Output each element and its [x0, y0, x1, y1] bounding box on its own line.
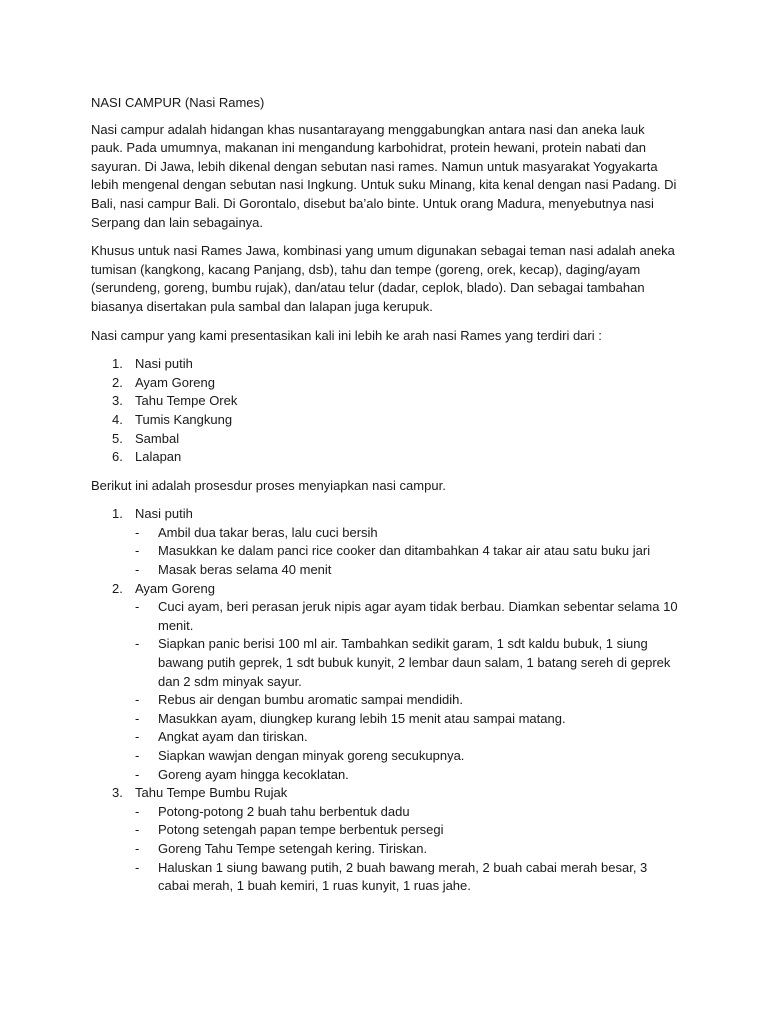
list-number: 5.	[112, 430, 123, 446]
components-intro-paragraph: Nasi campur yang kami presentasikan kali ini lebih ke arah nasi Rames yang terdiri dari :	[91, 327, 602, 343]
substep-text: Potong setengah papan tempe berbentuk persegi	[158, 822, 444, 838]
substep-list	[135, 598, 680, 784]
list-number: 6.	[112, 449, 123, 465]
list-number: 1.	[112, 506, 123, 522]
procedure-section-title: Tahu Tempe Bumbu Rujak	[135, 785, 288, 801]
substep-item	[135, 747, 680, 766]
list-number: 3.	[112, 785, 123, 801]
substep-item	[135, 691, 680, 710]
list-item	[91, 448, 680, 467]
list-item-text: Tumis Kangkung	[135, 411, 233, 427]
list-item	[91, 411, 680, 430]
procedure-section-title: Nasi putih	[135, 506, 193, 522]
substep-text: Masak beras selama 40 menit	[158, 562, 332, 578]
list-item-text: Nasi putih	[135, 356, 193, 372]
dash-bullet: -	[135, 840, 140, 856]
procedure-intro-paragraph: Berikut ini adalah prosesdur proses menyiapkan nasi campur.	[91, 477, 446, 493]
procedure-section-ayam-goreng	[91, 580, 680, 785]
list-number: 2.	[112, 580, 123, 596]
list-item-text: Lalapan	[135, 449, 182, 465]
substep-text: Goreng ayam hingga kecoklatan.	[158, 766, 349, 782]
substep-text: Haluskan 1 siung bawang putih, 2 buah bawang merah, 2 buah cabai merah besar, 3 cabai merah, 1 buah kemiri, 1 ruas kunyit, 1 ruas jahe.	[158, 859, 648, 894]
procedure-section-title: Ayam Goreng	[135, 580, 215, 596]
list-number: 1.	[112, 356, 123, 372]
substep-list	[135, 524, 680, 580]
list-item	[91, 430, 680, 449]
document-title: NASI CAMPUR (Nasi Rames)	[91, 95, 265, 110]
substep-text: Goreng Tahu Tempe setengah kering. Tiriskan.	[158, 840, 428, 856]
substep-item	[135, 803, 680, 822]
substep-item	[135, 859, 680, 896]
substep-text: Masukkan ke dalam panci rice cooker dan ditambahkan 4 takar air atau satu buku jari	[158, 543, 651, 559]
substep-text: Siapkan panic berisi 100 ml air. Tambahkan sedikit garam, 1 sdt kaldu bubuk, 1 siung bawang putih geprek, 1 sdt bubuk kunyit, 2 lembar daun salam, 1 batang sereh di geprek dan 2 sdm minyak sayur.	[158, 636, 671, 689]
list-item-text: Ayam Goreng	[135, 374, 215, 390]
substep-text: Masukkan ayam, diungkep kurang lebih 15 menit atau sampai matang.	[158, 710, 566, 726]
dash-bullet: -	[135, 859, 140, 875]
substep-item	[135, 766, 680, 785]
dash-bullet: -	[135, 692, 140, 708]
substep-item	[135, 728, 680, 747]
dash-bullet: -	[135, 710, 140, 726]
list-item-text: Tahu Tempe Orek	[135, 393, 238, 409]
substep-text: Ambil dua takar beras, lalu cuci bersih	[158, 524, 378, 540]
list-number: 4.	[112, 411, 123, 427]
list-number: 3.	[112, 393, 123, 409]
substep-item	[135, 524, 680, 543]
dash-bullet: -	[135, 729, 140, 745]
substep-text: Angkat ayam dan tiriskan.	[158, 729, 308, 745]
substep-item	[135, 561, 680, 580]
dash-bullet: -	[135, 748, 140, 763]
substep-item	[135, 821, 680, 840]
dash-bullet: -	[135, 636, 140, 652]
substep-item	[135, 635, 680, 691]
components-list	[91, 355, 680, 467]
dash-bullet: -	[135, 766, 140, 782]
list-item	[91, 392, 680, 411]
list-item-text: Sambal	[135, 430, 180, 446]
list-number: 2.	[112, 374, 123, 390]
procedure-section-tahu-tempe	[91, 784, 680, 896]
substep-text: Siapkan wawjan dengan minyak goreng secukupnya.	[158, 748, 465, 763]
substep-item	[135, 840, 680, 859]
intro-paragraph: Nasi campur adalah hidangan khas nusantarayang menggabungkan antara nasi dan aneka lauk pauk. Pada umumnya, makanan ini mengandung karbohidrat, protein hewani, protein nabati dan sayuran. Di Jawa, lebih dikenal dengan sebutan nasi rames. Namun untuk masyarakat Yogyakarta lebih mengenal dengan sebutan nasi Ingkung. Untuk suku Minang, kita kenal dengan nasi Padang. Di Bali, nasi campur Bali. Di Gorontalo, disebut ba’alo binte. Untuk orang Madura, menyebutnya nasi Serpang dan lain sebagainya.	[91, 121, 677, 230]
substep-text: Rebus air dengan bumbu aromatic sampai mendidih.	[158, 692, 463, 708]
procedure-list	[91, 505, 680, 895]
dash-bullet: -	[135, 822, 140, 838]
combination-paragraph: Khusus untuk nasi Rames Jawa, kombinasi yang umum digunakan sebagai teman nasi adalah aneka tumisan (kangkong, kacang Panjang, dsb), tahu dan tempe (goreng, orek, kecap), daging/ayam (serundeng, goreng, bumbu rujak), dan/atau telur (dadar, ceplok, blado). Dan sebagai tambahan biasanya disertakan pula sambal dan lalapan juga kerupuk.	[91, 243, 675, 314]
substep-list	[135, 803, 680, 896]
dash-bullet: -	[135, 599, 140, 615]
list-item	[91, 374, 680, 393]
substep-item	[135, 710, 680, 729]
dash-bullet: -	[135, 562, 140, 578]
substep-item	[135, 598, 680, 635]
substep-text: Potong-potong 2 buah tahu berbentuk dadu	[158, 803, 410, 819]
dash-bullet: -	[135, 524, 140, 540]
procedure-section-nasi-putih	[91, 505, 680, 579]
dash-bullet: -	[135, 543, 140, 559]
list-item	[91, 355, 680, 374]
substep-item	[135, 542, 680, 561]
dash-bullet: -	[135, 803, 140, 819]
substep-text: Cuci ayam, beri perasan jeruk nipis agar ayam tidak berbau. Diamkan sebentar selama 10 menit.	[158, 599, 678, 633]
